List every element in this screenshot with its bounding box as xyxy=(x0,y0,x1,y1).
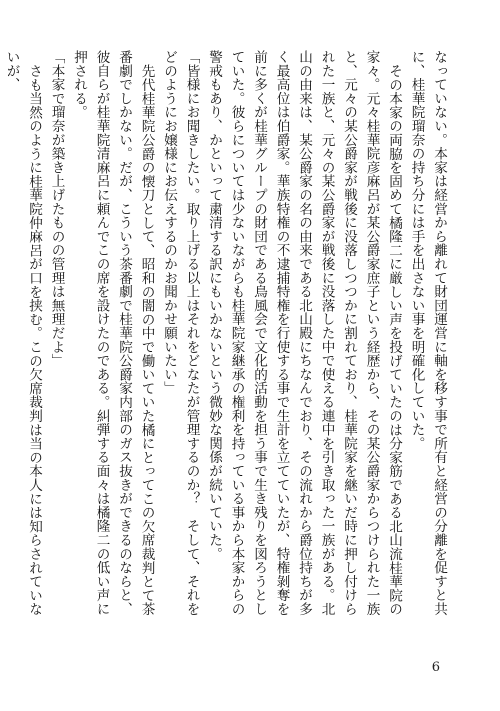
paragraph-5: 「本家で瑠奈が築き上げたものの管理は無理だよ」 xyxy=(48,50,65,368)
body-text xyxy=(3,50,450,622)
paragraph-4: 先代桂華院公爵の懐刀として、昭和の闇の中で働いていた橘にとってこの欠席裁判とて茶番劇でしかない。だが、こういう茶番劇で桂華院公爵家内部のガス抜きができるのならと、彼自らが桂華院清麻呂に頼んでこの席を設けたのである。糾弾する面々は橘隆二の低い声に押される。 xyxy=(71,50,155,616)
paragraph-3: 「皆様にお聞きしたい。取り上げる以上はそれをどなたが管理するのか？ そして、それをどのようにお嬢様にお伝えするのかお聞かせ願いたい」 xyxy=(161,50,200,616)
paragraph-2: その本家の両脇を固めて橘隆二に厳しい声を投げていたのは分家筋である北山流桂華院の家々。元々桂華院彦麻呂が某公爵家庶子という経歴から、その某公爵家からつけられた一族と、元々の某公爵家が戦後に没落しつつかに割れており、桂華院家を継いだ時に押し付けられた一族と、元々の某公爵家が戦後に没落した中で使える連中を引き取った一族がある。北山の由来は、某公爵家の名の由来である北山殿にちなんでおり、その流れから爵位持ちが多く最高位は伯爵家。華族特権の不逮捕特権を行使する事で生計を立てていたが、特権剝奪を前に多くが桂華グループの財団である鳥風会で文化的活動を担う事で生き残りを図ろうとしていた。彼らについては少ないながらも桂華院家継承の権利を持っている事から本家からの警戒もあり、かといって粛清する訳にもいかないという微妙な関係が続いていた。 xyxy=(206,50,402,616)
paragraph-6: さも当然のように桂華院仲麻呂が口を挟む。この欠席裁判は当の本人には知らされていないが、 xyxy=(3,50,42,616)
paragraph-1: なっていない。本家は経営から離れて財団運営に軸を移す事で所有と経営の分離を促すと共に、桂華院瑠奈の持ち分には手を出さない事を明確化していた。 xyxy=(408,50,447,616)
page-number: 6 xyxy=(431,660,440,675)
